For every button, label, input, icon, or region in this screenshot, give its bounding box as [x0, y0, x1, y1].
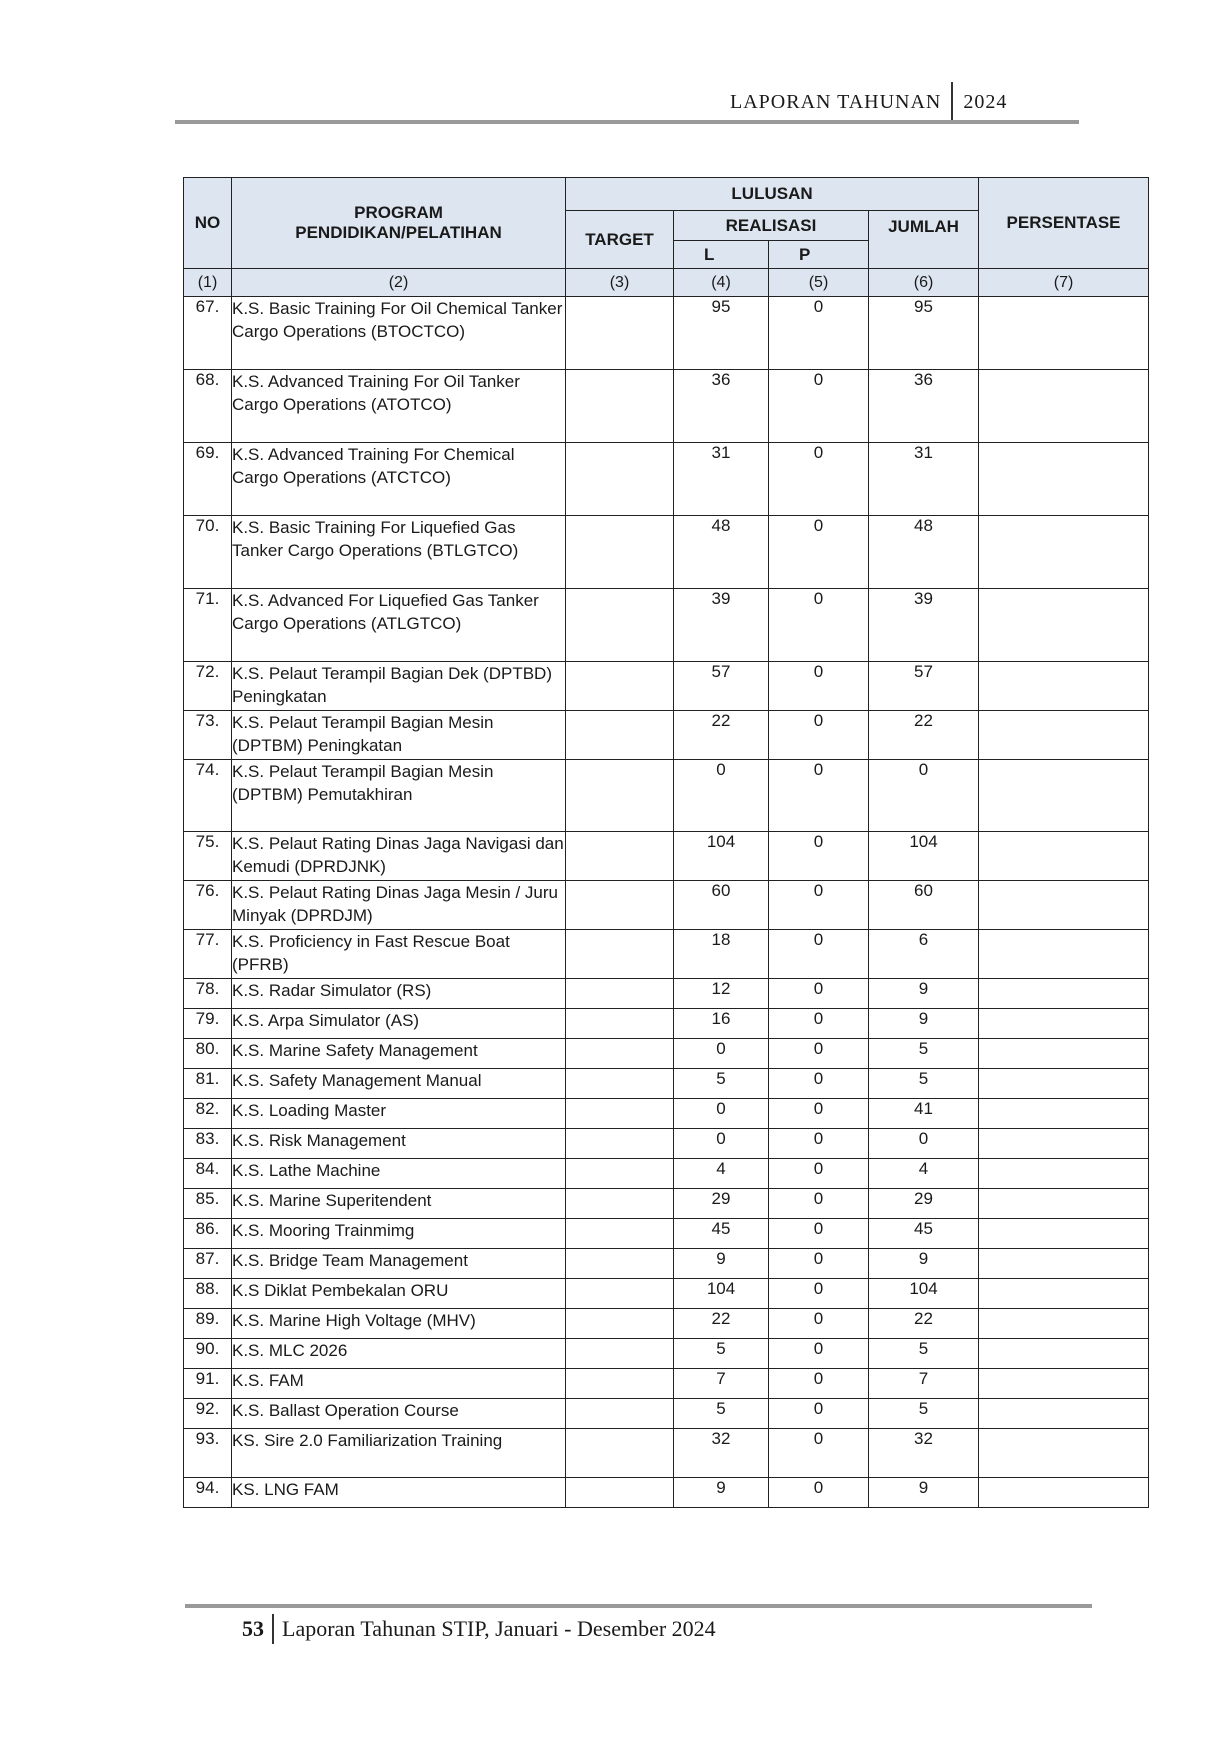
row-p: 0: [769, 1069, 869, 1099]
row-l: 5: [674, 1339, 769, 1369]
row-persentase: [979, 1189, 1149, 1219]
row-target: [566, 1069, 674, 1099]
column-number-row: [184, 269, 1149, 297]
row-l: 0: [674, 1129, 769, 1159]
row-l: 104: [674, 1279, 769, 1309]
row-jumlah: 0: [869, 1129, 979, 1159]
row-p: 0: [769, 1369, 869, 1399]
row-p: 0: [769, 1249, 869, 1279]
header-target: TARGET: [566, 211, 674, 269]
page-footer: [242, 1614, 716, 1644]
row-jumlah: 29: [869, 1189, 979, 1219]
row-target: [566, 1279, 674, 1309]
row-l: 39: [674, 589, 769, 662]
row-target: [566, 516, 674, 589]
row-no: 75.: [184, 832, 232, 881]
graduates-table: [183, 177, 1149, 1508]
colnum-6: (6): [869, 269, 979, 297]
row-no: 83.: [184, 1129, 232, 1159]
row-jumlah: 5: [869, 1339, 979, 1369]
row-p: 0: [769, 1129, 869, 1159]
row-no: 79.: [184, 1009, 232, 1039]
table-row: [184, 1159, 1149, 1189]
row-persentase: [979, 1429, 1149, 1478]
row-l: 12: [674, 979, 769, 1009]
row-no: 94.: [184, 1478, 232, 1508]
row-persentase: [979, 443, 1149, 516]
row-persentase: [979, 1279, 1149, 1309]
row-program: K.S. Safety Management Manual: [232, 1069, 566, 1099]
colnum-5: (5): [769, 269, 869, 297]
table-row: [184, 443, 1149, 516]
row-no: 92.: [184, 1399, 232, 1429]
table-row: [184, 589, 1149, 662]
row-l: 22: [674, 711, 769, 760]
row-no: 76.: [184, 881, 232, 930]
header-l: L: [674, 241, 769, 269]
row-jumlah: 60: [869, 881, 979, 930]
row-persentase: [979, 979, 1149, 1009]
row-no: 71.: [184, 589, 232, 662]
row-persentase: [979, 1249, 1149, 1279]
header-separator: [951, 82, 953, 122]
row-target: [566, 1429, 674, 1478]
colnum-7: (7): [979, 269, 1149, 297]
table-row: [184, 1039, 1149, 1069]
row-jumlah: 104: [869, 1279, 979, 1309]
table-row: [184, 1399, 1149, 1429]
row-jumlah: 9: [869, 979, 979, 1009]
row-jumlah: 45: [869, 1219, 979, 1249]
row-no: 80.: [184, 1039, 232, 1069]
row-persentase: [979, 297, 1149, 370]
row-no: 84.: [184, 1159, 232, 1189]
row-jumlah: 41: [869, 1099, 979, 1129]
row-l: 16: [674, 1009, 769, 1039]
row-persentase: [979, 1099, 1149, 1129]
row-target: [566, 1189, 674, 1219]
row-program: K.S. Pelaut Terampil Bagian Dek (DPTBD) Peningkatan: [232, 662, 566, 711]
row-program: K.S. Pelaut Terampil Bagian Mesin (DPTBM) Pemutakhiran: [232, 760, 566, 832]
table-row: [184, 370, 1149, 443]
row-jumlah: 22: [869, 1309, 979, 1339]
row-program: K.S. Pelaut Terampil Bagian Mesin (DPTBM) Peningkatan: [232, 711, 566, 760]
row-program: K.S. Proficiency in Fast Rescue Boat (PFRB): [232, 930, 566, 979]
row-jumlah: 57: [869, 662, 979, 711]
row-p: 0: [769, 1009, 869, 1039]
row-program: K.S. Loading Master: [232, 1099, 566, 1129]
table-row: [184, 760, 1149, 832]
row-target: [566, 1478, 674, 1508]
table-row: [184, 1219, 1149, 1249]
row-jumlah: 4: [869, 1159, 979, 1189]
row-no: 91.: [184, 1369, 232, 1399]
row-program: K.S Diklat Pembekalan ORU: [232, 1279, 566, 1309]
row-program: K.S. MLC 2026: [232, 1339, 566, 1369]
row-no: 88.: [184, 1279, 232, 1309]
row-no: 82.: [184, 1099, 232, 1129]
row-p: 0: [769, 760, 869, 832]
row-target: [566, 760, 674, 832]
table-row: [184, 711, 1149, 760]
row-l: 0: [674, 1099, 769, 1129]
row-target: [566, 1039, 674, 1069]
row-no: 70.: [184, 516, 232, 589]
row-l: 9: [674, 1478, 769, 1508]
row-jumlah: 9: [869, 1478, 979, 1508]
table-row: [184, 1369, 1149, 1399]
row-p: 0: [769, 1478, 869, 1508]
row-program: K.S. Pelaut Rating Dinas Jaga Mesin / Juru Minyak (DPRDJM): [232, 881, 566, 930]
row-program: K.S. FAM: [232, 1369, 566, 1399]
row-p: 0: [769, 979, 869, 1009]
row-l: 31: [674, 443, 769, 516]
row-no: 73.: [184, 711, 232, 760]
row-persentase: [979, 1399, 1149, 1429]
footer-rule: [185, 1604, 1092, 1608]
row-persentase: [979, 1309, 1149, 1339]
colnum-3: (3): [566, 269, 674, 297]
header-no: NO: [184, 178, 232, 269]
row-l: 5: [674, 1399, 769, 1429]
row-jumlah: 0: [869, 760, 979, 832]
row-target: [566, 1129, 674, 1159]
row-target: [566, 881, 674, 930]
row-no: 93.: [184, 1429, 232, 1478]
colnum-1: (1): [184, 269, 232, 297]
row-p: 0: [769, 1399, 869, 1429]
row-persentase: [979, 832, 1149, 881]
table-row: [184, 1129, 1149, 1159]
row-l: 32: [674, 1429, 769, 1478]
row-p: 0: [769, 1429, 869, 1478]
row-no: 68.: [184, 370, 232, 443]
table-row: [184, 1309, 1149, 1339]
row-l: 9: [674, 1249, 769, 1279]
header-program: PROGRAM PENDIDIKAN/PELATIHAN: [232, 178, 566, 269]
row-jumlah: 39: [869, 589, 979, 662]
row-target: [566, 1309, 674, 1339]
row-l: 57: [674, 662, 769, 711]
row-jumlah: 7: [869, 1369, 979, 1399]
header-lulusan: LULUSAN: [566, 178, 979, 211]
row-target: [566, 930, 674, 979]
row-jumlah: 22: [869, 711, 979, 760]
row-jumlah: 95: [869, 297, 979, 370]
row-persentase: [979, 930, 1149, 979]
row-no: 81.: [184, 1069, 232, 1099]
header-jumlah: JUMLAH: [869, 211, 979, 269]
row-no: 78.: [184, 979, 232, 1009]
row-l: 7: [674, 1369, 769, 1399]
row-jumlah: 36: [869, 370, 979, 443]
row-l: 18: [674, 930, 769, 979]
row-no: 74.: [184, 760, 232, 832]
row-persentase: [979, 881, 1149, 930]
row-program: K.S. Marine Superitendent: [232, 1189, 566, 1219]
row-jumlah: 104: [869, 832, 979, 881]
row-target: [566, 1369, 674, 1399]
footer-separator: [272, 1614, 274, 1644]
row-p: 0: [769, 1099, 869, 1129]
row-target: [566, 1399, 674, 1429]
row-target: [566, 1099, 674, 1129]
row-jumlah: 5: [869, 1399, 979, 1429]
header-rule: [175, 120, 1079, 124]
row-program: K.S. Mooring Trainmimg: [232, 1219, 566, 1249]
row-l: 29: [674, 1189, 769, 1219]
table-row: [184, 1429, 1149, 1478]
row-persentase: [979, 1219, 1149, 1249]
row-no: 87.: [184, 1249, 232, 1279]
row-program: KS. LNG FAM: [232, 1478, 566, 1508]
row-target: [566, 711, 674, 760]
row-l: 95: [674, 297, 769, 370]
footer-text: Laporan Tahunan STIP, Januari - Desember 2024: [282, 1616, 716, 1641]
table-row: [184, 1279, 1149, 1309]
row-program: K.S. Advanced Training For Chemical Cargo Operations (ATCTCO): [232, 443, 566, 516]
row-persentase: [979, 662, 1149, 711]
row-p: 0: [769, 1159, 869, 1189]
row-target: [566, 979, 674, 1009]
table-row: [184, 297, 1149, 370]
row-jumlah: 48: [869, 516, 979, 589]
table-row: [184, 662, 1149, 711]
header-year: 2024: [963, 90, 1008, 113]
row-jumlah: 32: [869, 1429, 979, 1478]
row-target: [566, 589, 674, 662]
row-jumlah: 5: [869, 1039, 979, 1069]
row-jumlah: 9: [869, 1249, 979, 1279]
header-title: LAPORAN TAHUNAN: [730, 90, 942, 113]
row-program: K.S. Basic Training For Oil Chemical Tanker Cargo Operations (BTOCTCO): [232, 297, 566, 370]
row-no: 90.: [184, 1339, 232, 1369]
page-header: [730, 82, 1007, 122]
row-target: [566, 370, 674, 443]
row-jumlah: 5: [869, 1069, 979, 1099]
table-row: [184, 832, 1149, 881]
row-p: 0: [769, 297, 869, 370]
row-l: 60: [674, 881, 769, 930]
header-p: P: [769, 241, 869, 269]
table-row: [184, 516, 1149, 589]
row-program: K.S. Pelaut Rating Dinas Jaga Navigasi dan Kemudi (DPRDJNK): [232, 832, 566, 881]
row-target: [566, 1339, 674, 1369]
row-persentase: [979, 1129, 1149, 1159]
row-persentase: [979, 1369, 1149, 1399]
row-program: K.S. Advanced Training For Oil Tanker Cargo Operations (ATOTCO): [232, 370, 566, 443]
row-program: K.S. Advanced For Liquefied Gas Tanker Cargo Operations (ATLGTCO): [232, 589, 566, 662]
row-no: 86.: [184, 1219, 232, 1249]
row-l: 0: [674, 760, 769, 832]
table-row: [184, 1478, 1149, 1508]
row-target: [566, 443, 674, 516]
row-persentase: [979, 1039, 1149, 1069]
row-l: 104: [674, 832, 769, 881]
table-row: [184, 1009, 1149, 1039]
row-program: K.S. Radar Simulator (RS): [232, 979, 566, 1009]
colnum-4: (4): [674, 269, 769, 297]
row-target: [566, 1219, 674, 1249]
row-persentase: [979, 1069, 1149, 1099]
row-jumlah: 6: [869, 930, 979, 979]
row-target: [566, 1249, 674, 1279]
row-no: 77.: [184, 930, 232, 979]
row-program: K.S. Basic Training For Liquefied Gas Tanker Cargo Operations (BTLGTCO): [232, 516, 566, 589]
row-jumlah: 31: [869, 443, 979, 516]
row-target: [566, 1159, 674, 1189]
row-p: 0: [769, 1279, 869, 1309]
row-persentase: [979, 370, 1149, 443]
row-target: [566, 297, 674, 370]
header-realisasi: REALISASI: [674, 211, 869, 241]
row-p: 0: [769, 1219, 869, 1249]
row-program: KS. Sire 2.0 Familiarization Training: [232, 1429, 566, 1478]
row-persentase: [979, 711, 1149, 760]
row-persentase: [979, 516, 1149, 589]
row-p: 0: [769, 711, 869, 760]
row-no: 85.: [184, 1189, 232, 1219]
row-target: [566, 662, 674, 711]
table-row: [184, 1189, 1149, 1219]
row-p: 0: [769, 370, 869, 443]
colnum-2: (2): [232, 269, 566, 297]
row-p: 0: [769, 930, 869, 979]
row-target: [566, 1009, 674, 1039]
row-program: K.S. Marine High Voltage (MHV): [232, 1309, 566, 1339]
row-program: K.S. Lathe Machine: [232, 1159, 566, 1189]
row-program: K.S. Risk Management: [232, 1129, 566, 1159]
row-p: 0: [769, 516, 869, 589]
table-row: [184, 1339, 1149, 1369]
row-l: 4: [674, 1159, 769, 1189]
row-p: 0: [769, 443, 869, 516]
table-row: [184, 881, 1149, 930]
row-persentase: [979, 589, 1149, 662]
row-no: 69.: [184, 443, 232, 516]
page-number: 53: [242, 1616, 264, 1641]
table-row: [184, 1249, 1149, 1279]
row-program: K.S. Marine Safety Management: [232, 1039, 566, 1069]
row-no: 89.: [184, 1309, 232, 1339]
row-p: 0: [769, 1309, 869, 1339]
row-p: 0: [769, 589, 869, 662]
row-target: [566, 832, 674, 881]
row-jumlah: 9: [869, 1009, 979, 1039]
row-l: 0: [674, 1039, 769, 1069]
row-persentase: [979, 1159, 1149, 1189]
row-persentase: [979, 1339, 1149, 1369]
row-l: 22: [674, 1309, 769, 1339]
row-l: 45: [674, 1219, 769, 1249]
row-p: 0: [769, 1189, 869, 1219]
row-p: 0: [769, 881, 869, 930]
row-program: K.S. Arpa Simulator (AS): [232, 1009, 566, 1039]
table-row: [184, 1069, 1149, 1099]
row-l: 48: [674, 516, 769, 589]
row-persentase: [979, 760, 1149, 832]
row-program: K.S. Ballast Operation Course: [232, 1399, 566, 1429]
row-no: 72.: [184, 662, 232, 711]
table-row: [184, 979, 1149, 1009]
row-p: 0: [769, 1339, 869, 1369]
row-l: 36: [674, 370, 769, 443]
row-no: 67.: [184, 297, 232, 370]
row-program: K.S. Bridge Team Management: [232, 1249, 566, 1279]
row-l: 5: [674, 1069, 769, 1099]
row-persentase: [979, 1478, 1149, 1508]
row-p: 0: [769, 662, 869, 711]
row-persentase: [979, 1009, 1149, 1039]
header-persentase: PERSENTASE: [979, 178, 1149, 269]
table-row: [184, 930, 1149, 979]
row-p: 0: [769, 832, 869, 881]
row-p: 0: [769, 1039, 869, 1069]
table-row: [184, 1099, 1149, 1129]
